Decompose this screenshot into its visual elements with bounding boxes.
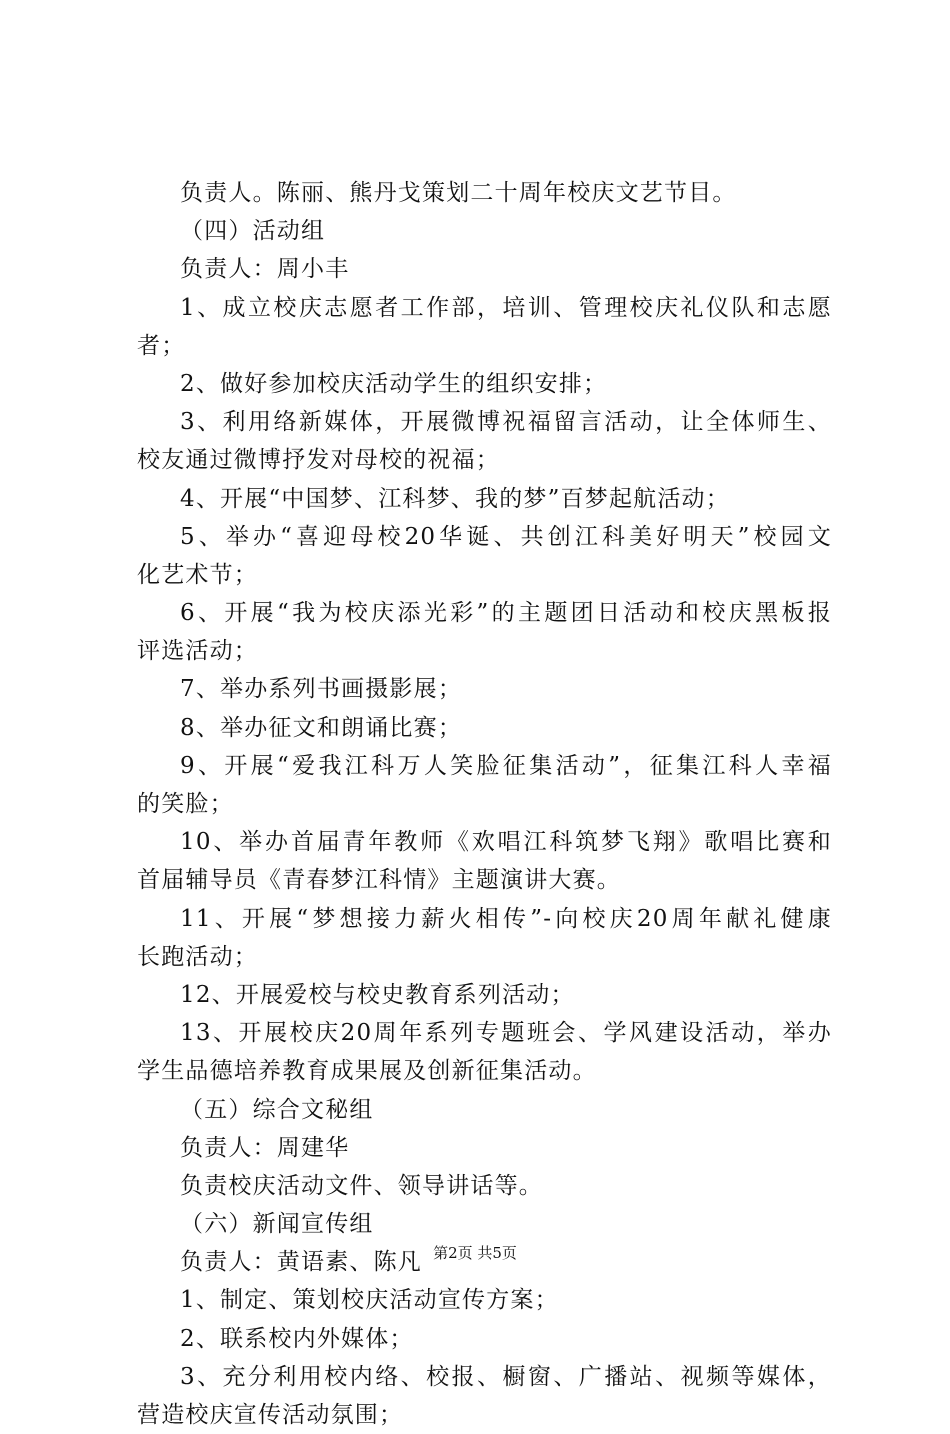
text-line: 1、制定、策划校庆活动宣传方案； (180, 1287, 559, 1314)
text-line: 4、开展“中国梦、江科梦、我的梦”百梦起航活动； (180, 485, 730, 512)
text-line: 3、充分利用校内络、校报、橱窗、广播站、视频等媒体， (180, 1363, 832, 1390)
text-line: 12、开展爱校与校史教育系列活动； (180, 981, 575, 1008)
text-line: 负责校庆活动文件、领导讲话等。 (180, 1172, 543, 1199)
text-line: 2、做好参加校庆活动学生的组织安排； (180, 370, 608, 397)
text-line: 负责人：周建华 (180, 1134, 350, 1161)
text-line: 7、举办系列书画摄影展； (180, 676, 463, 703)
text-line: 1、成立校庆志愿者工作部，培训、管理校庆礼仪队和志愿 (180, 294, 832, 321)
text-line: 营造校庆宣传活动氛围； (137, 1402, 404, 1428)
text-line: 校友通过微博抒发对母校的祝福； (137, 447, 500, 474)
text-line: 5、举办“喜迎母校20华诞、共创江科美好明天”校园文 (180, 523, 832, 550)
text-line: 负责人：黄语素、陈凡 (180, 1249, 422, 1276)
text-line: 6、开展“我为校庆添光彩”的主题团日活动和校庆黑板报 (180, 600, 832, 627)
text-line: 的笑脸； (137, 791, 234, 817)
text-line: 3、利用络新媒体，开展微博祝福留言活动，让全体师生、 (180, 409, 832, 436)
text-line: 11、开展“梦想接力薪火相传”-向校庆20周年献礼健康 (180, 905, 832, 932)
text-line: （六）新闻宣传组 (180, 1211, 374, 1238)
text-line: 8、举办征文和朗诵比赛； (180, 714, 463, 741)
text-line: 长跑活动； (137, 943, 258, 970)
text-line: 13、开展校庆20周年系列专题班会、学风建设活动，举办 (180, 1020, 832, 1047)
text-line: 评选活动； (137, 638, 258, 665)
page-footer: 第2页 共5页 (433, 1244, 517, 1262)
text-line: （四）活动组 (180, 218, 326, 245)
text-line: 10、举办首届青年教师《欢唱江科筑梦飞翔》歌唱比赛和 (180, 829, 832, 856)
text-line: 化艺术节； (137, 561, 258, 588)
text-line: 者； (137, 332, 186, 359)
text-line: 2、联系校内外媒体； (180, 1325, 414, 1352)
text-line: 首届辅导员《青春梦江科情》主题演讲大赛。 (137, 867, 621, 894)
text-line: 负责人。陈丽、熊丹戈策划二十周年校庆文艺节目。 (180, 180, 737, 206)
text-line: 9、开展“爱我江科万人笑脸征集活动”，征集江科人幸福 (180, 752, 832, 779)
text-line: 负责人：周小丰 (180, 256, 350, 283)
text-line: （五）综合文秘组 (180, 1096, 374, 1123)
text-line: 学生品德培养教育成果展及创新征集活动。 (137, 1058, 597, 1085)
